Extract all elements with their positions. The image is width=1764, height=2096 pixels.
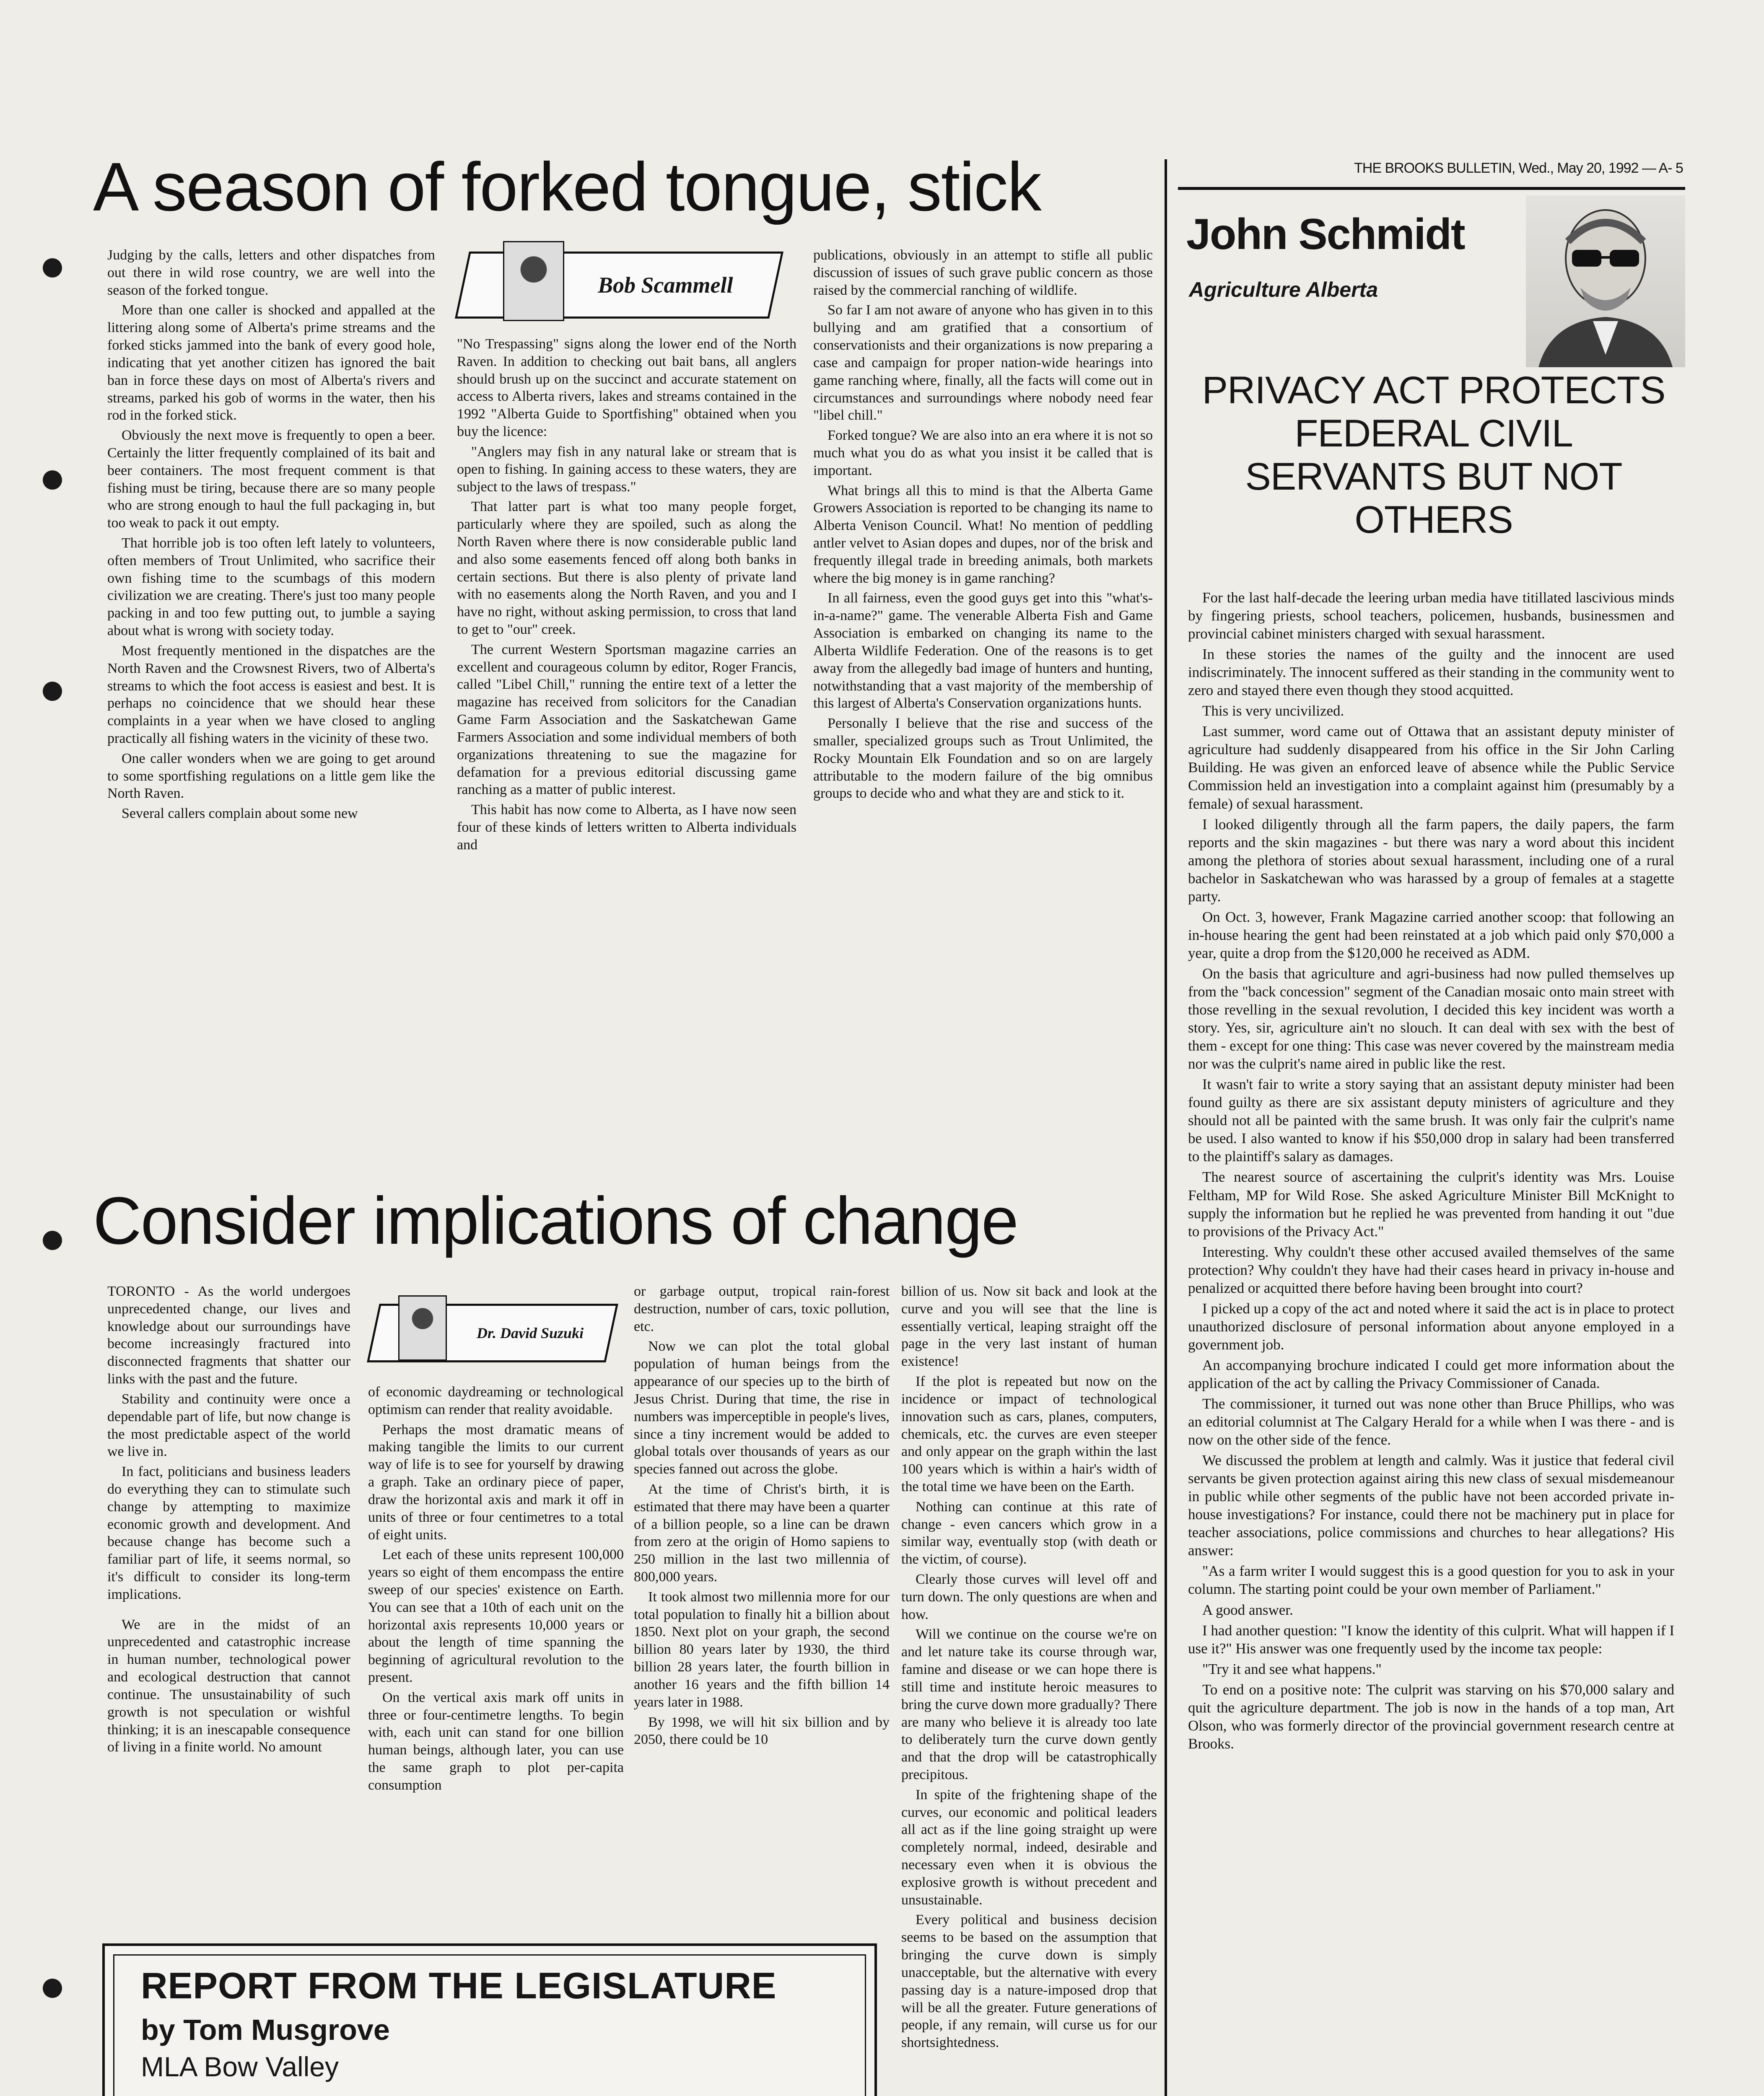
paragraph: One caller wonders when we are going to get around to some sportfishing regulations on a little gem like the North Raven. (107, 750, 435, 802)
paragraph: Judging by the calls, letters and other dispatches from out there in wild rose country, we are well into the season of the forked tongue. (107, 247, 435, 298)
page-folio: THE BROOKS BULLETIN, Wed., May 20, 1992 — A- 5 (1354, 160, 1683, 176)
paragraph: billion of us. Now sit back and look at the curve and you will see that the line is essentially vertical, leaping straight off the page in the very last instant of human existence! (901, 1284, 1157, 1370)
columnist-photo-david-suzuki (398, 1295, 447, 1361)
byline-name: Dr. David Suzuki (477, 1325, 584, 1341)
binder-hole (43, 470, 62, 490)
article1-column-3 (813, 246, 1153, 1152)
paragraph: At the time of Christ's birth, it is estimated that there may have been a quarter of a billion people, so a line can be drawn from zero at the origin of Homo sapiens to 250 million in the last two millennia of 800,000 years. (634, 1481, 890, 1585)
paragraph: Now we can plot the total global population of human beings from the appearance of our species up to the birth of Jesus Christ. During that time, the rise in numbers was imperceptible in people's lives, since a tiny increment would be added to global totals over thousands of years as our species fanned out across the globe. (634, 1339, 890, 1477)
paragraph: Obviously the next move is frequently to open a beer. Certainly the litter frequently complained of its bait and beer containers. The most frequent comment is that fishing must be tiring, because there are so many people who are strong enough to haul the full packaging in, but too weak to pack it out empty. (107, 428, 435, 531)
paragraph: Clearly those curves will level off and turn down. The only questions are when and how. (901, 1572, 1157, 1622)
columnist-photo-john-schmidt (1526, 195, 1685, 367)
legislature-byline: by Tom Musgrove (141, 2013, 390, 2046)
byline-name: Bob Scammell (597, 272, 733, 298)
paragraph: More than one caller is shocked and appalled at the littering along some of Alberta's prime streams and the forked sticks jammed into the bank of every good hole, indicating that yet another citizen has ignored the bait ban in force these days on most of Alberta's rivers and streams, parked his gob of worms in the water, then his rod in the forked stick. (107, 302, 435, 423)
paragraph: In spite of the frightening shape of the curves, our economic and political leaders all act as if the line going straight up were completely normal, indeed, desirable and necessary even when it is obvious the explosive growth is without precedent and unsustainable. (901, 1787, 1157, 1908)
paragraph: On the vertical axis mark off units in three or four-centimetre lengths. To begin with, each unit can stand for one billion human beings, although later, you can use the same graph to plot per-capita consumption (368, 1689, 624, 1793)
paragraph: For the last half-decade the leering urban media have titillated lascivious minds by fingering priests, school teachers, policemen, husbands, businessmen and provincial cabinet ministers charged with sexual harassment. (1188, 589, 1674, 642)
paragraph: Let each of these units represent 100,000 years so eight of them encompass the entire sweep of our species' existence on Earth. You can see that a 10th of each unit on the horizontal axis represents 10,000 years or about the length of time spanning the beginning of agricultural revolution to the present. (368, 1547, 624, 1685)
columnist-department: Agriculture Alberta (1189, 278, 1378, 301)
schmidt-headline: PRIVACY ACT PROTECTS FEDERAL CIVIL SERVANTS BUT NOT OTHERS (1202, 369, 1665, 542)
paragraph: We are in the midst of an unprecedented and catastrophic increase in human number, technological power and ecological destruction that cannot continue. The unsustainability of such growth is not speculation or wishful thinking; it is an inescapable consequence of living in a finite world. No amount (107, 1616, 350, 1755)
binder-hole (43, 258, 62, 278)
paragraph: of economic daydreaming or technological optimism can render that reality avoidable. (368, 1384, 624, 1417)
article2-column-3 (634, 1283, 890, 1920)
schmidt-column-body (1188, 589, 1674, 2096)
paragraph: In all fairness, even the good guys get into this "what's-in-a-name?" game. The venerable Alberta Fish and Game Association is embarked on changing its name to the Alberta Wildlife Federation. One of the reasons is to get away from the allegedly bad image of hunters and hunting, notwithstanding that a vast majority of the membership of this largest of Alberta's Conservation organizations hunts. (813, 590, 1153, 711)
paragraph: What brings all this to mind is that the Alberta Game Growers Association is reported to be changing its name to Alberta Venison Council. What! No mention of peddling antler velvet to Asian dopes and dupes, nor of the brisk and frequently illegal trade in breeding animals, both markets where the big money is in game ranching? (813, 482, 1153, 586)
article-headline-implications-of-change: Consider implications of change (93, 1183, 1018, 1258)
paragraph: It took almost two millennia more for our total population to finally hit a billion about 1850. Next plot on your graph, the second billion 80 years later by 1930, the third billion 28 years later, the fourth billion in another 16 years and the fifth billion 14 years later in 1988. (634, 1589, 890, 1710)
paragraph: An accompanying brochure indicated I could get more information about the application of the act by calling the Privacy Commissioner of Canada. (1188, 1357, 1674, 1391)
paragraph: "Anglers may fish in any natural lake or stream that is open to fishing. In gaining access to these waters, they are subject to the laws of trespass." (457, 444, 796, 495)
paragraph: Last summer, word came out of Ottawa that an assistant deputy minister of agriculture had suddenly disappeared from his office in the Sir John Carling Building. He was given an enforced leave of absence while the Public Service Commission held an investigation into a complaint against him (presumably by a female) of sexual harassment. (1188, 723, 1674, 812)
legislature-banner (102, 1943, 877, 2096)
paragraph: By 1998, we will hit six billion and by 2050, there could be 10 (634, 1714, 890, 1748)
paragraph: In these stories the names of the guilty and the innocent are used indiscriminately. The innocent suffered as their standing in the community went to zero and stayed there even though they stood acquitted. (1188, 646, 1674, 699)
paragraph: The commissioner, it turned out was none other than Bruce Phillips, who was an editorial columnist at The Calgary Herald for a while when I was there - and is now on the other side of the fence. (1188, 1396, 1674, 1448)
paragraph: Stability and continuity were once a dependable part of life, but now change is the most predictable aspect of the world we live in. (107, 1391, 350, 1460)
paragraph: On Oct. 3, however, Frank Magazine carried another scoop: that following an in-house hearing the gent had been reinstated at a job which paid only $70,000 a year, quite a drop from the $120,000 he received as ADM. (1188, 908, 1674, 961)
binder-hole (43, 1231, 62, 1250)
paragraph: TORONTO - As the world undergoes unprecedented change, our lives and knowledge about our surroundings have become increasingly fractured into disconnected fragments that shatter our links with the past and the future. (107, 1284, 350, 1387)
portrait-icon (1526, 195, 1685, 367)
paragraph: "No Trespassing" signs along the lower end of the North Raven. In addition to checking out bait bans, all anglers should brush up on the succinct and accurate statement on access to Alberta rivers, lakes and streams contained in the 1992 "Alberta Guide to Sportfishing" obtained when you buy the licence: (457, 336, 796, 440)
paragraph: Most frequently mentioned in the dispatches are the North Raven and the Crowsnest Rivers, two of Alberta's streams to which the foot access is easiest and best. It is perhaps no coincidence that we should hear these complaints in a year when we have closed to angling practically all fishing waters in the vicinity of these two. (107, 643, 435, 746)
paragraph: or garbage output, tropical rain-forest destruction, number of cars, toxic pollution, etc. (634, 1284, 890, 1334)
paragraph: The nearest source of ascertaining the culprit's identity was Mrs. Louise Feltham, MP for Wild Rose. She asked Agriculture Minister Bill McKnight to supply the information but he replied he was prevented from handing it out "due to provisions of the Privacy Act." (1188, 1169, 1674, 1240)
article-headline-forked-tongue: A season of forked tongue, stick (93, 148, 1041, 225)
paragraph: Perhaps the most dramatic means of making tangible the limits to our current way of life is to see for yourself by drawing a graph. Take an ordinary piece of paper, draw the horizontal axis and mark it off in units of three or four centimetres to a total of eight units. (368, 1422, 624, 1543)
paragraph: On the basis that agriculture and agri-business had now pulled themselves up from the "back concession" segment of the Canadian mosaic onto main street with those revelling in the sexual revolution, I decided this key incident was worth a story. Yes, sir, agriculture ain't no slouch. It can deal with sex with the best of them - except for one thing: This case was never covered by the mainstream media nor was the culprit's name aired in public like the rest. (1188, 965, 1674, 1072)
columnist-photo-bob-scammell (503, 241, 564, 321)
article1-column-1 (107, 246, 435, 1152)
paragraph: A good answer. (1202, 1601, 1293, 1618)
paragraph: That latter part is what too many people forget, particularly where they are spoiled, such as along the North Raven where there is now considerable public land and also some easements fenced off along both banks in certain sections. But there is also plenty of private land with no easements along the North Raven, and you and I have no right, without asking permission, to cross that land to get to "our" creek. (457, 499, 796, 637)
article2-column-2 (368, 1383, 624, 1920)
paragraph: Forked tongue? We are also into an era where it is not so much what you do as what you insist it be called that is important. (813, 428, 1153, 478)
paragraph: To end on a positive note: The culprit was starving on his $70,000 salary and quit the agriculture department. The job is now in the hands of a top man, Art Olson, who was formerly director of the provincial government research centre at Brooks. (1188, 1681, 1674, 1752)
article2-column-4 (901, 1283, 1157, 2096)
paragraph: This is very uncivilized. (1202, 703, 1344, 719)
column-rule-top (1178, 187, 1685, 190)
paragraph: Several callers complain about some new (122, 806, 358, 822)
article2-column-1 (107, 1283, 350, 1920)
article1-column-2 (457, 335, 796, 1153)
paragraph: In fact, politicians and business leaders do everything they can to stimulate such change by attempting to maximize economic growth and development. And because change has become such a familiar part of life, it seems normal, so it's difficult to consider its long-term implications. (107, 1464, 350, 1602)
paragraph: This habit has now come to Alberta, as I have now seen four of these kinds of letters written to Alberta individuals and (457, 802, 796, 853)
paragraph: I had another question: "I know the identity of this culprit. What will happen if I use it?" His answer was one frequently used by the income tax people: (1188, 1622, 1674, 1657)
paragraph: "Try it and see what happens." (1202, 1660, 1382, 1677)
binder-hole (43, 1979, 62, 1998)
paragraph: I picked up a copy of the act and noted where it said the act is in place to protect unauthorized disclosure of personal information about anyone employed in a government job. (1188, 1300, 1674, 1353)
legislature-title: REPORT FROM THE LEGISLATURE (141, 1965, 777, 2006)
column-rule-vertical (1165, 159, 1167, 2096)
legislature-subline: MLA Bow Valley (141, 2051, 339, 2082)
paragraph: We discussed the problem at length and calmly. Was it justice that federal civil servants be given protection against airing this new class of sexual misdemeanour in public while other segments of the public have not been accorded private in-house investigations? For instance, could there not be machinery put in place for teacher associations, police commissions and churches to hear allegations? His answer: (1188, 1452, 1674, 1559)
columnist-name-john-schmidt: John Schmidt (1186, 210, 1465, 259)
paragraph: The current Western Sportsman magazine carries an excellent and courageous column by editor, Roger Francis, called "Libel Chill," running the entire text of a letter the magazine has received from solicitors for the Canadian Game Farm Association and the Saskatchewan Game Farmers Association and some individual members of both organizations threatening to sue the magazine for defamation for a previous editorial discussing game ranching as a matter of public interest. (457, 641, 796, 798)
paragraph: Interesting. Why couldn't these other accused availed themselves of the same protection? Why couldn't they have had their cases heard in privacy in-house and penalized or acquitted there before having been brought into court? (1188, 1243, 1674, 1296)
paragraph: I looked diligently through all the farm papers, the daily papers, the farm reports and the skin magazines - but there was nary a word about this incident among the plethora of stories about sexual harassment, including one of a rural bachelor in Saskatchewan who was harassed by a group of females at a stagette party. (1188, 816, 1674, 905)
paragraph: Personally I believe that the rise and success of the smaller, specialized groups such as Trout Unlimited, the Rocky Mountain Elk Foundation and so on are largely attributable to the modern failure of the big omnibus groups to decide who and what they are and stick to it. (813, 716, 1153, 802)
paragraph: It wasn't fair to write a story saying that an assistant deputy minister had been found guilty as there are six assistant deputy ministers of agriculture and they should not all be painted with the same brush. It was only fair the culprit's name be used. I also wanted to know if his $50,000 drop in salary had been transferred to the plaintiff's salary as damages. (1188, 1076, 1674, 1165)
paragraph: publications, obviously in an attempt to stifle all public discussion of issues of such grave public concern as those raised by the commercial ranching of wildlife. (813, 247, 1153, 298)
paragraph: That horrible job is too often left lately to volunteers, often members of Trout Unlimited, who sacrifice their own fishing time to the scumbags of this modern civilization we are creating. There's just too many people packing in and too few putting out, to jumble a saying about what is wrong with society today. (107, 535, 435, 639)
binder-hole (43, 682, 62, 701)
paragraph: "As a farm writer I would suggest this is a good question for you to ask in your column. The starting point could be your own member of Parliament." (1188, 1563, 1674, 1598)
paragraph: Will we continue on the course we're on and let nature take its course through war, famine and disease or we can hope there is still time and institute heroic measures to bring the curve down more gradually? There are many who believe it is already too late to deliberately turn the curve down gently and that the drop will be catastrophically precipitous. (901, 1626, 1157, 1782)
paragraph: If the plot is repeated but now on the incidence or impact of technological innovation such as cars, planes, computers, chemicals, etc. the curves are even steeper and only appear on the graph within the last 100 years which is within a hair's width of the total time we have been on the Earth. (901, 1374, 1157, 1494)
paragraph: Nothing can continue at this rate of change - even cancers which grow in a similar way, eventually stop (with death or the victim, of course). (901, 1499, 1157, 1567)
paragraph: So far I am not aware of anyone who has given in to this bullying and am gratified that a consortium of conservationists and their organizations is now preparing a case and campaign for proper nation-wide hearings into game ranching where, finally, all the facts will come out in circumstances and surroundings where nobody need fear "libel chill." (813, 302, 1153, 423)
paragraph: Every political and business decision seems to be based on the assumption that bringing the curve down is simply unacceptable, but the alternative with every passing day is a nature-imposed drop that will be all the greater. Future generations of people, if any remain, will curse us for our shortsightedness. (901, 1912, 1157, 2051)
